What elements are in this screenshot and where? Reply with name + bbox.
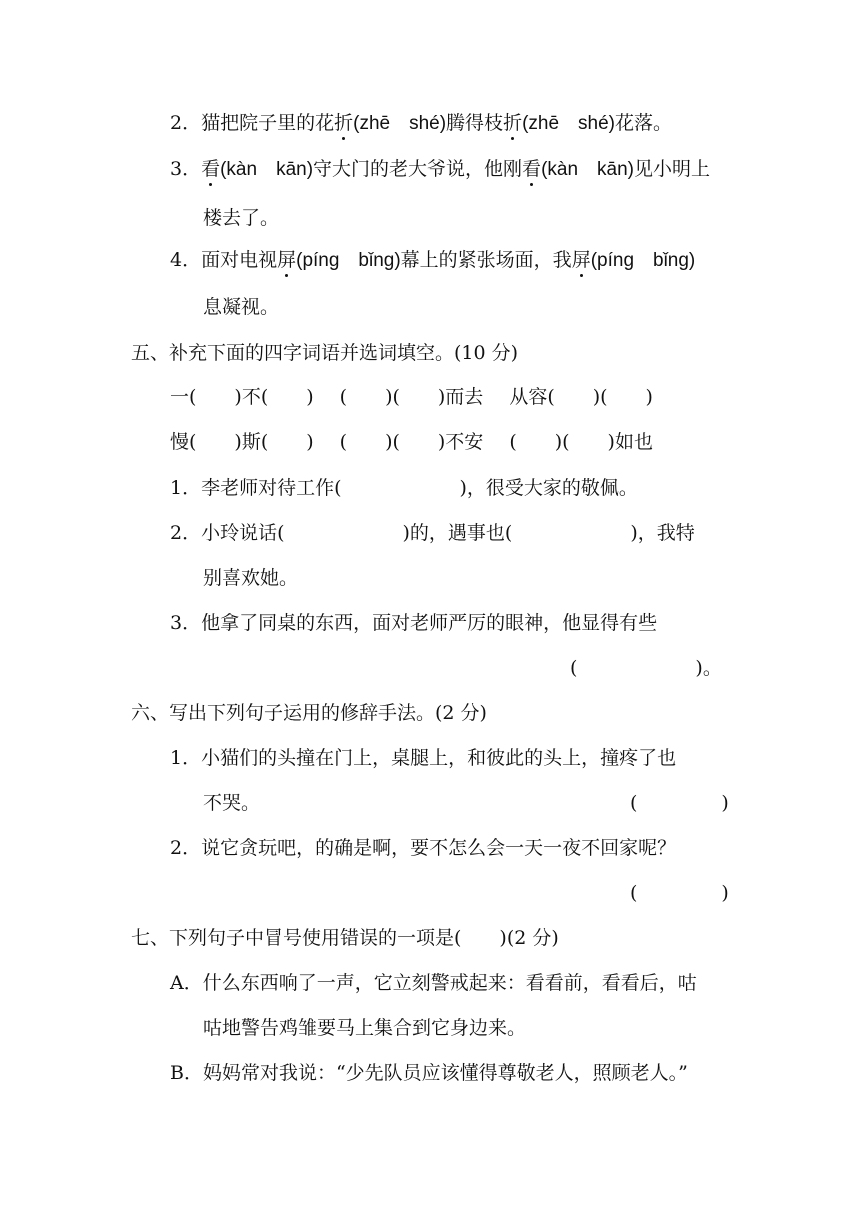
q4-item-3 (170, 157, 710, 181)
q7-option-a-cont: 咕地警告鸡雏要马上集合到它身边来。 (203, 1017, 527, 1039)
q4-item-3-cont: 楼去了。 (203, 207, 280, 229)
pinyin-choice: (zhē shé)腾得枝 (353, 113, 504, 134)
item-number: 1． (170, 747, 202, 769)
item-number: 2． (170, 837, 202, 859)
option-label: A． (170, 972, 203, 994)
q6-sentence-2: 2．说它贪玩吧，的确是啊，要不怎么会一天一夜不回家呢？ (170, 837, 677, 859)
q6-sentence-1-cont: 不哭。 (203, 792, 261, 814)
q6-title: 六、写出下列句子运用的修辞手法。(2 分) (131, 702, 487, 724)
pinyin-choice: (píng bǐng)幕上的紧张场面，我 (296, 250, 572, 271)
q4-item-4: 4．面对电视屏(píng bǐng)幕上的紧张场面，我屏(píng bǐng) (170, 249, 696, 271)
q5-title: 五、补充下面的四字词语并选词填空。(10 分) (131, 342, 519, 364)
dotted-char: 屏 (571, 249, 591, 271)
q5-sentence-3-answer: ( )。 (570, 657, 722, 679)
item-number: 3． (170, 158, 202, 180)
q6-answer-1: ( ) (630, 792, 729, 814)
q5-sentence-2: 2．小玲说话( )的，遇事也( )，我特 (170, 522, 695, 544)
q6-answer-2: ( ) (630, 882, 729, 904)
dotted-char: 折 (334, 112, 354, 134)
pinyin-choice: (kàn kān)守大门的老大爷说，他刚 (220, 159, 523, 180)
q6-sentence-1: 1．小猫们的头撞在门上，桌腿上，和彼此的头上，撞疼了也 (170, 747, 677, 769)
q4-item-2: 2．猫把院子里的花折(zhē shé)腾得枝折(zhē shé)花落。 (170, 112, 673, 134)
item-number: 1． (170, 477, 202, 499)
pinyin-choice: (kàn kān)见小明上 (541, 159, 710, 180)
q5-sentence-2-cont: 别喜欢她。 (203, 567, 299, 589)
item-number: 2． (170, 112, 202, 134)
q5-word-row-1 (170, 385, 653, 409)
idiom-blank: ( )( )不安 (339, 431, 484, 453)
idiom-blank: ( )( )如也 (509, 431, 653, 453)
item-number: 4． (170, 249, 202, 271)
q4-item-4-cont: 息凝视。 (203, 296, 280, 318)
dotted-char: 看 (522, 158, 542, 180)
q7-option-a: A．什么东西响了一声，它立刻警戒起来：看看前，看看后，咕 (170, 972, 697, 994)
q5-word-row-2 (170, 430, 653, 454)
pinyin-choice: (zhē shé)花落。 (522, 113, 673, 134)
dotted-char: 折 (503, 112, 523, 134)
option-label: B． (170, 1062, 203, 1084)
idiom-blank: ( )( )而去 (339, 386, 484, 408)
idiom-blank: 一( )不( ) (170, 386, 314, 408)
item-number: 3． (170, 612, 202, 634)
q7-title: 七、下列句子中冒号使用错误的一项是( )(2 分) (131, 927, 559, 949)
dotted-char: 看 (201, 158, 221, 180)
idiom-blank: 从容( )( ) (509, 386, 653, 408)
q5-sentence-3: 3．他拿了同桌的东西，面对老师严厉的眼神，他显得有些 (170, 612, 658, 634)
q5-sentence-1: 1．李老师对待工作( )，很受大家的敬佩。 (170, 477, 638, 499)
idiom-blank: 慢( )斯( ) (170, 431, 314, 453)
pinyin-choice: (píng bǐng) (590, 250, 696, 271)
dotted-char: 屏 (277, 249, 297, 271)
item-number: 2． (170, 522, 202, 544)
q7-option-b: B．妈妈常对我说：“少先队员应该懂得尊敬老人，照顾老人。” (170, 1062, 688, 1084)
